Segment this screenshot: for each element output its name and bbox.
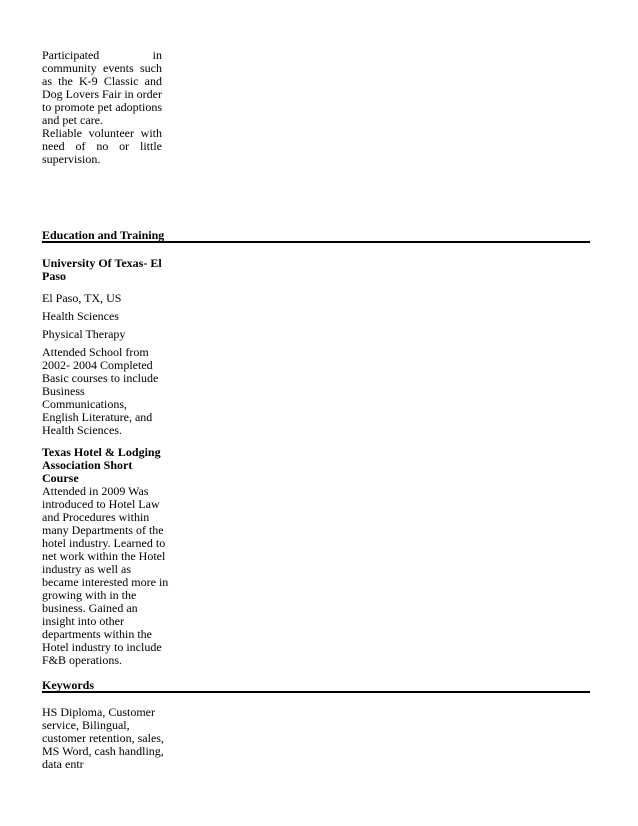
education-details: Attended School from 2002- 2004 Completed Basic courses to include Business Communications, English Literature, and Health Sciences.: [42, 345, 159, 437]
education-details: Attended in 2009 Was introduced to Hotel Law and Procedures within many Departments of the hotel industry. Learned to net work within the Hotel industry as well as became interested more in growing with in the business. Gained an insight into other departments within the Hotel industry to include F&B operations.: [42, 484, 169, 667]
keywords-text: HS Diploma, Customer service, Bilingual, customer retention, sales, MS Word, cash handling, data entr: [42, 705, 164, 771]
major: Physical Therapy: [42, 327, 126, 341]
education-divider: [42, 241, 590, 243]
school-name: University Of Texas- El Paso: [42, 256, 162, 283]
education-entry-1: [42, 257, 162, 437]
keywords-divider: [42, 691, 590, 693]
keywords-section-header: [42, 679, 590, 693]
education-section-header: [42, 229, 590, 243]
field-of-study: Health Sciences: [42, 309, 119, 323]
school-location: El Paso, TX, US: [42, 291, 122, 305]
keywords-heading: Keywords: [42, 678, 94, 692]
education-entry-2: [42, 446, 170, 667]
education-heading: Education and Training: [42, 228, 165, 242]
school-name: Texas Hotel & Lodging Association Short Course: [42, 445, 161, 485]
volunteer-paragraph-2: Reliable volunteer with need of no or little supervision.: [42, 126, 162, 166]
volunteer-paragraph-1: Participated in community events such as the K-9 Classic and Dog Lovers Fair in order to promote pet adoptions and pet care.: [42, 48, 162, 127]
volunteer-description: [42, 49, 162, 166]
